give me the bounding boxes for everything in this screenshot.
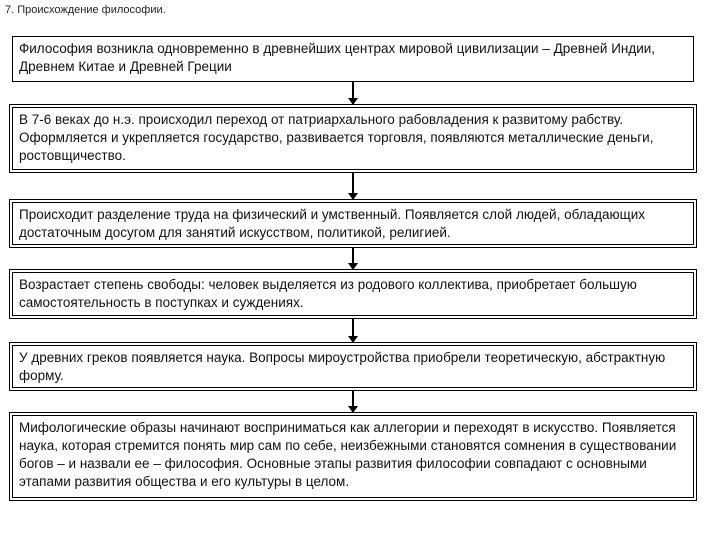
flow-arrow-4 bbox=[352, 319, 354, 342]
flow-box-greek-science bbox=[12, 345, 694, 388]
flow-box-greek-science-text: У древних греков появляется наука. Вопросы мироустройства приобрели теоретическую, абстрактную форму. bbox=[19, 350, 666, 383]
flow-arrow-5 bbox=[352, 391, 354, 412]
flow-box-origin-centers-text: Философия возникла одновременно в древнейших центрах мировой цивилизации – Древней Индии, Древнем Китае и Древней Греции bbox=[19, 41, 656, 74]
flow-box-division-of-labor-text: Происходит разделение труда на физический и умственный. Появляется слой людей, обладающих достаточным досугом для занятий искусством, политикой, религией. bbox=[19, 207, 646, 240]
flow-box-philosophy bbox=[12, 415, 694, 498]
flow-box-freedom bbox=[12, 272, 694, 316]
flow-box-philosophy-text: Мифологические образы начинают восприниматься как аллегории и переходят в искусство. Появляется наука, которая стремится понять мир сам по себе, неизбежными становятся сомнения в существовании богов – и назвали ее – философия. Основные этапы развития философии совпадают с основными этапами развития общества и его культуры в целом. bbox=[19, 420, 677, 489]
flow-arrow-2 bbox=[352, 173, 354, 199]
page-title: 7. Происхождение философии. bbox=[5, 4, 166, 16]
flow-box-freedom-text: Возрастает степень свободы: человек выделяется из родового коллектива, приобретает большую самостоятельность в поступках и суждениях. bbox=[19, 277, 637, 310]
flow-arrow-1 bbox=[352, 82, 354, 104]
flow-arrow-3 bbox=[352, 248, 354, 269]
flow-box-division-of-labor bbox=[12, 202, 694, 245]
flow-box-slavery-transition bbox=[12, 107, 694, 170]
flow-box-origin-centers bbox=[12, 36, 694, 82]
flow-box-slavery-transition-text: В 7-6 веках до н.э. происходил переход от патриархального рабовладения к развитому рабству. Оформляется и укрепляется государство, развивается торговля, появляются металлические деньги, ростовщичество. bbox=[19, 112, 654, 163]
